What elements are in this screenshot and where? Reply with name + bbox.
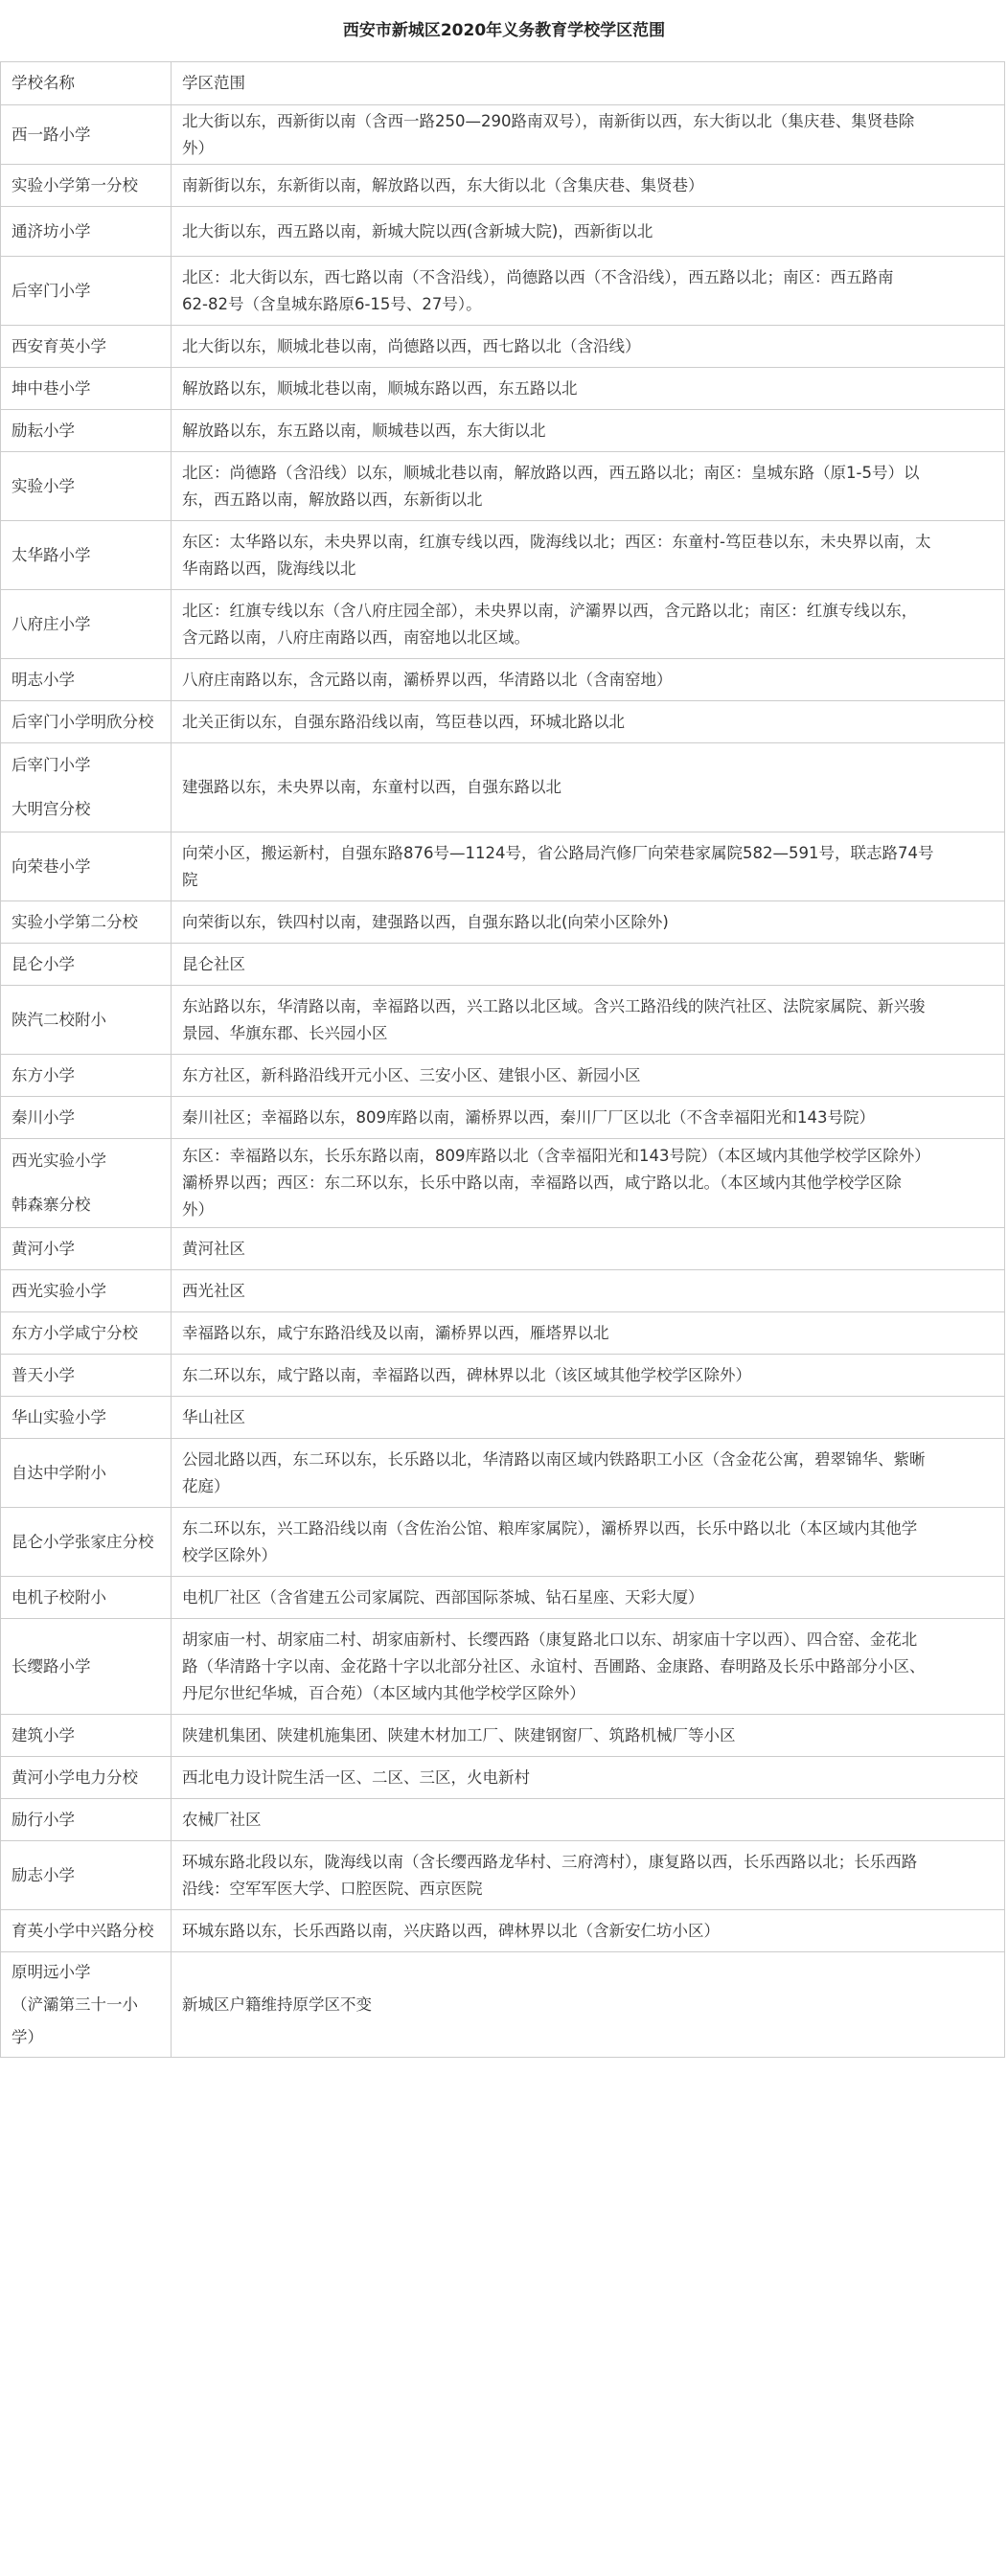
header-district-range: 学区范围 [172,62,1005,105]
school-name-line: 东方小学咸宁分校 [11,1323,138,1342]
district-range-line: 陕建机集团、陕建机施集团、陕建木材加工厂、陕建钢窗厂、筑路机械厂等小区 [182,1725,736,1744]
school-name-line: （浐灞第三十一小 [11,1995,138,2014]
table-row [1,743,1005,832]
school-name-line: 电机子校附小 [11,1587,106,1607]
table-row [1,1715,1005,1757]
table-row [1,207,1005,257]
school-name-line: 普天小学 [11,1365,75,1384]
district-range-line: 含元路以南，八府庄南路以西，南窑地以北区域。 [182,627,530,647]
school-name-cell [1,1397,172,1439]
district-range-line: 景园、华旗东郡、长兴园小区 [182,1023,388,1042]
district-range-line: 东区：幸福路以东，长乐东路以南，809库路以北（含幸福阳光和143号院）（本区域内其他学校学区除外） [182,1147,930,1165]
table-row [1,452,1005,521]
district-range-cell [172,944,1005,986]
district-range-cell [172,1715,1005,1757]
district-range-line: 昆仑社区 [182,954,245,973]
district-range-cell [172,207,1005,257]
school-name-line: 昆仑小学 [11,954,75,973]
district-range-line: 北区：尚德路（含沿线）以东，顺城北巷以南，解放路以西，西五路以北；南区：皇城东路（原1-5号）以 [182,463,920,482]
table-row [1,1757,1005,1799]
school-name-line: 秦川小学 [11,1107,75,1127]
school-name-line: 太华路小学 [11,545,91,564]
school-name-line: 励志小学 [11,1865,75,1884]
district-range-cell [172,410,1005,452]
district-range-line: 校学区除外） [182,1545,277,1564]
district-range-line: 62-82号（含皇城东路原6-15号、27号）。 [182,294,482,313]
school-name-cell [1,743,172,832]
district-range-line: 环城东路北段以东，陇海线以南（含长缨西路龙华村、三府湾村），康复路以西，长乐西路以北；长乐西路 [182,1852,918,1871]
school-name-cell [1,659,172,701]
district-range-cell [172,521,1005,590]
school-name-line: 西安育英小学 [11,336,106,355]
school-name-line: 西一路小学 [11,125,91,144]
school-name-line: 昆仑小学张家庄分校 [11,1532,154,1551]
table-row [1,1312,1005,1355]
school-name-line: 自达中学附小 [11,1463,106,1482]
table-row [1,1799,1005,1841]
table-row [1,1228,1005,1270]
district-range-line: 环城东路以东，长乐西路以南，兴庆路以西，碑林界以北（含新安仁坊小区） [182,1921,720,1940]
district-range-line: 东区：太华路以东，未央界以南，红旗专线以西，陇海线以北；西区：东童村-笃臣巷以东，未央界以南，太 [182,532,931,551]
school-name-cell [1,1270,172,1312]
school-name-cell [1,944,172,986]
district-range-line: 院 [182,870,198,889]
school-name-line: 原明远小学 [11,1962,91,1981]
district-range-cell [172,1397,1005,1439]
district-range-cell [172,1228,1005,1270]
school-name-line: 实验小学 [11,476,75,495]
school-district-table [0,61,1005,2058]
school-name-cell [1,1841,172,1910]
school-name-line: 建筑小学 [11,1725,75,1744]
school-name-cell [1,326,172,368]
district-range-line: 解放路以东，顺城北巷以南，顺城东路以西，东五路以北 [182,378,578,398]
table-row [1,590,1005,659]
district-range-line: 东站路以东，华清路以南，幸福路以西，兴工路以北区域。含兴工路沿线的陕汽社区、法院家属院、新兴骏 [182,996,926,1015]
school-name-line: 八府庄小学 [11,614,91,633]
school-name-line: 西光实验小学 [11,1281,106,1300]
table-row [1,1270,1005,1312]
school-name-cell [1,165,172,207]
district-range-line: 幸福路以东，咸宁东路沿线及以南，灞桥界以西，雁塔界以北 [182,1323,609,1342]
table-row [1,326,1005,368]
table-row [1,1439,1005,1508]
school-name-line: 韩森寨分校 [11,1196,91,1214]
district-range-line: 北大街以东，顺城北巷以南，尚德路以西，西七路以北（含沿线） [182,336,641,355]
school-name-cell [1,1055,172,1097]
school-name-line: 实验小学第二分校 [11,912,138,931]
table-row [1,368,1005,410]
district-range-cell [172,1799,1005,1841]
school-name-cell [1,1139,172,1228]
school-name-cell [1,986,172,1055]
district-range-cell [172,326,1005,368]
district-range-line: 胡家庙一村、胡家庙二村、胡家庙新村、长缨西路（康复路北口以东、胡家庙十字以西）、四合窑、金花北 [182,1630,918,1649]
district-range-line: 建强路以东，未央界以南，东童村以西，自强东路以北 [182,778,561,796]
school-name-line: 华山实验小学 [11,1407,106,1426]
school-name-cell [1,1312,172,1355]
district-range-line: 农械厂社区 [182,1810,262,1829]
school-name-line: 育英小学中兴路分校 [11,1921,154,1940]
school-name-line: 西光实验小学 [11,1151,106,1170]
district-range-cell [172,1841,1005,1910]
table-row [1,1097,1005,1139]
district-range-cell [172,1952,1005,2058]
table-row [1,1139,1005,1228]
school-name-cell [1,1910,172,1952]
district-range-cell [172,743,1005,832]
district-range-line: 东，西五路以南，解放路以西，东新街以北 [182,490,483,509]
district-range-line: 东方社区，新科路沿线开元小区、三安小区、建银小区、新园小区 [182,1065,641,1084]
district-range-cell [172,1619,1005,1715]
district-range-cell [172,1355,1005,1397]
district-range-line: 八府庄南路以东，含元路以南，灞桥界以西，华清路以北（含南窑地） [182,670,673,689]
district-range-line: 外） [182,138,214,157]
district-range-line: 北大街以东，西五路以南，新城大院以西(含新城大院)，西新街以北 [182,221,653,240]
table-row [1,1397,1005,1439]
district-range-line: 新城区户籍维持原学区不变 [182,1995,372,2014]
table-row [1,105,1005,165]
district-range-cell [172,701,1005,743]
table-row [1,832,1005,901]
district-range-line: 解放路以东，东五路以南，顺城巷以西，东大街以北 [182,421,546,440]
page-title: 西安市新城区2020年义务教育学校学区范围 [342,21,666,40]
school-name-cell [1,1228,172,1270]
table-row [1,1577,1005,1619]
district-range-line: 北区：北大街以东，西七路以南（不含沿线），尚德路以西（不含沿线），西五路以北；南区：西五路南 [182,267,894,286]
school-name-line: 明志小学 [11,670,75,689]
district-range-cell [172,590,1005,659]
district-range-cell [172,1055,1005,1097]
table-row [1,1952,1005,2058]
school-name-cell [1,832,172,901]
district-range-cell [172,1097,1005,1139]
district-range-cell [172,1139,1005,1228]
school-name-cell [1,901,172,944]
school-name-line: 后宰门小学明欣分校 [11,712,154,731]
school-name-line: 向荣巷小学 [11,856,91,876]
district-range-line: 北区：红旗专线以东（含八府庄园全部），未央界以南，浐灞界以西，含元路以北；南区：红旗专线以东， [182,601,918,620]
school-name-cell [1,1097,172,1139]
school-name-cell [1,452,172,521]
table-row [1,1910,1005,1952]
school-name-line: 坤中巷小学 [11,378,91,398]
school-name-line: 后宰门小学 [11,281,91,300]
table-row [1,901,1005,944]
district-range-line: 向荣小区，搬运新村，自强东路876号—1124号，省公路局汽修厂向荣巷家属院582—591号，联志路74号 [182,843,934,862]
district-range-cell [172,257,1005,326]
district-range-line: 北关正街以东，自强东路沿线以南，笃臣巷以西，环城北路以北 [182,712,625,731]
table-row [1,701,1005,743]
school-name-line: 励耘小学 [11,421,75,440]
school-name-line: 大明宫分校 [11,800,91,818]
table-row [1,1055,1005,1097]
district-range-cell [172,452,1005,521]
district-range-cell [172,1270,1005,1312]
district-range-line: 东二环以东，兴工路沿线以南（含佐治公馆、粮库家属院），灞桥界以西，长乐中路以北（本区域内其他学 [182,1518,918,1538]
school-name-cell [1,257,172,326]
district-range-cell [172,659,1005,701]
district-range-line: 丹尼尔世纪华城，百合苑）（本区域内其他学校学区除外） [182,1683,585,1702]
district-range-line: 南新街以东，东新街以南，解放路以西，东大街以北（含集庆巷、集贤巷） [182,175,704,194]
school-name-cell [1,1715,172,1757]
school-name-cell [1,207,172,257]
table-row [1,944,1005,986]
school-name-cell [1,1952,172,2058]
table-row [1,659,1005,701]
district-range-line: 灞桥界以西；西区：东二环以东，长乐中路以南，幸福路以西，咸宁路以北。（本区域内其他学校学区除 [182,1174,902,1192]
district-range-line: 沿线：空军军医大学、口腔医院、西京医院 [182,1879,483,1898]
district-range-cell [172,105,1005,165]
district-range-line: 西北电力设计院生活一区、二区、三区，火电新村 [182,1767,530,1787]
school-name-cell [1,1799,172,1841]
district-range-line: 向荣街以东，铁四村以南，建强路以西，自强东路以北(向荣小区除外) [182,912,669,931]
district-range-line: 华山社区 [182,1407,245,1426]
school-name-cell [1,1577,172,1619]
district-range-line: 秦川社区；幸福路以东，809库路以南，灞桥界以西，秦川厂厂区以北（不含幸福阳光和143号院） [182,1107,875,1127]
school-name-line: 陕汽二校附小 [11,1010,106,1029]
school-name-cell [1,521,172,590]
district-range-cell [172,1439,1005,1508]
district-range-line: 北大街以东，西新街以南（含西一路250—290路南双号），南新街以西，东大街以北（集庆巷、集贤巷除 [182,111,915,130]
school-name-line: 通济坊小学 [11,221,91,240]
school-name-line: 学） [11,2027,43,2046]
district-range-line: 东二环以东，咸宁路以南，幸福路以西，碑林界以北（该区域其他学校学区除外） [182,1365,751,1384]
school-name-line: 励行小学 [11,1810,75,1829]
district-range-cell [172,1312,1005,1355]
district-range-cell [172,1910,1005,1952]
header-school-name: 学校名称 [1,62,172,105]
school-name-cell [1,701,172,743]
school-name-cell [1,368,172,410]
school-name-cell [1,1757,172,1799]
district-range-line: 公园北路以西，东二环以东，长乐路以北，华清路以南区域内铁路职工小区（含金花公寓，碧翠锦华、紫晰 [182,1449,926,1469]
school-name-line: 黄河小学 [11,1239,75,1258]
school-name-cell [1,105,172,165]
school-name-cell [1,410,172,452]
school-name-cell [1,1355,172,1397]
district-range-line: 黄河社区 [182,1239,245,1258]
district-range-cell [172,832,1005,901]
school-name-line: 东方小学 [11,1065,75,1084]
district-range-line: 电机厂社区（含省建五公司家属院、西部国际茶城、钻石星座、天彩大厦） [182,1587,704,1607]
table-row [1,257,1005,326]
district-range-cell [172,1577,1005,1619]
school-name-cell [1,1619,172,1715]
district-range-cell [172,368,1005,410]
district-range-line: 华南路以西，陇海线以北 [182,559,356,578]
district-range-line: 外） [182,1200,214,1219]
school-name-line: 黄河小学电力分校 [11,1767,138,1787]
school-name-line: 实验小学第一分校 [11,175,138,194]
table-row [1,1508,1005,1577]
district-range-cell [172,1508,1005,1577]
district-range-cell [172,1757,1005,1799]
district-range-cell [172,986,1005,1055]
school-name-cell [1,590,172,659]
table-row [1,165,1005,207]
district-range-cell [172,165,1005,207]
table-row [1,1841,1005,1910]
table-header-row [1,62,1005,105]
district-range-cell [172,901,1005,944]
school-name-cell [1,1508,172,1577]
district-range-line: 花庭） [182,1476,230,1495]
table-row [1,521,1005,590]
table-row [1,1619,1005,1715]
table-row [1,410,1005,452]
school-name-line: 长缨路小学 [11,1656,91,1676]
district-range-line: 路（华清路十字以南、金花路十字以北部分社区、永谊村、吾圃路、金康路、春明路及长乐中路部分小区、 [182,1656,926,1676]
school-name-line: 后宰门小学 [11,756,91,774]
district-range-line: 西光社区 [182,1281,245,1300]
table-row [1,986,1005,1055]
school-name-cell [1,1439,172,1508]
table-row [1,1355,1005,1397]
